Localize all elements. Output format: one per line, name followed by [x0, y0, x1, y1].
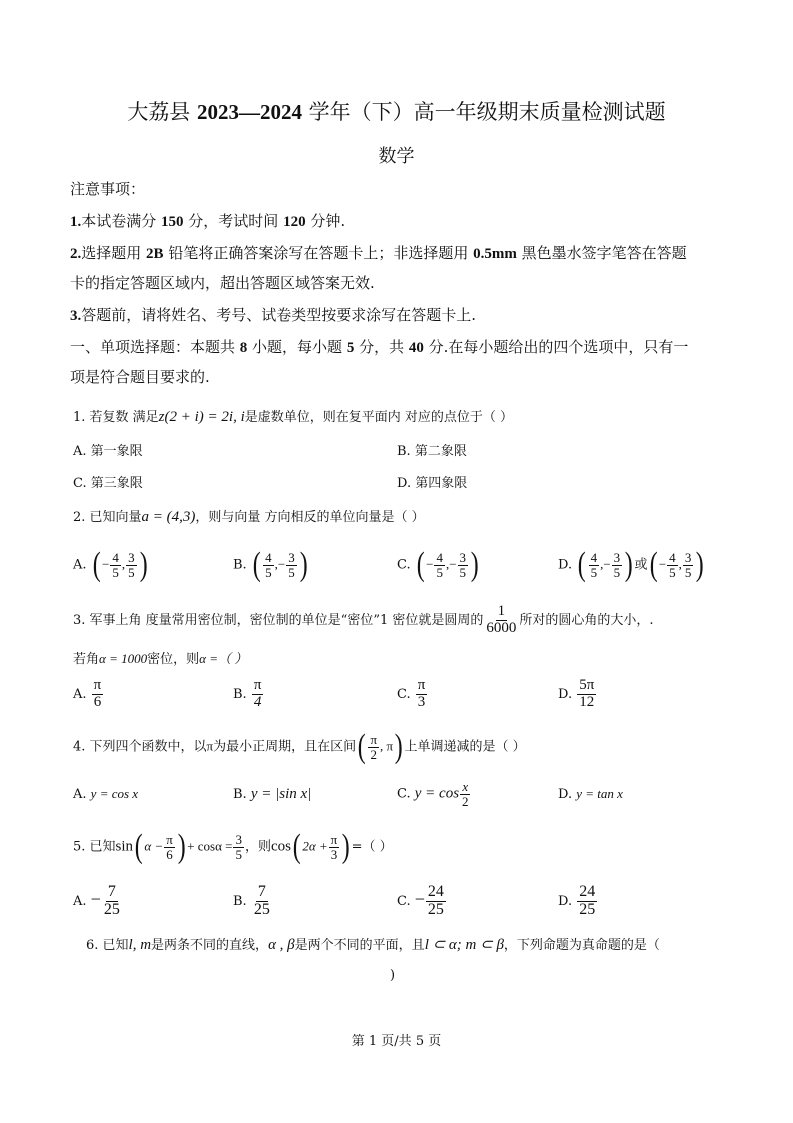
q4-interval-end: , π: [380, 738, 394, 754]
question-3-line-2: [73, 648, 247, 667]
comma: ,: [678, 556, 682, 572]
note-1-text-e: 分钟.: [305, 212, 346, 230]
minus-sign: −: [658, 556, 667, 572]
q3-option-a-label: A.: [73, 686, 87, 702]
q5-option-b[interactable]: [233, 884, 273, 919]
q6-planes: α , β: [268, 937, 295, 953]
note-3-text: 答题前，请将姓名、考号、试卷类型按要求涂写在答题卡上.: [81, 306, 477, 324]
note-2-text-e: 黑色墨水签字笔答在答题: [516, 244, 687, 262]
q2-text-b: ，则与向量 方向相反的单位向量是（ ）: [195, 510, 425, 525]
frac-den: 25: [103, 900, 120, 918]
q4-option-c-expr: y = cos: [414, 785, 460, 802]
minus-sign: −: [603, 556, 611, 572]
frac-num: 5π: [579, 677, 595, 693]
q5-option-a[interactable]: [73, 884, 123, 919]
q5-arg-1: α −: [144, 838, 164, 854]
question-3: [73, 604, 654, 637]
note-2-text-c: 铅笔将正确答案涂写在答题卡上；非选择题用: [163, 244, 474, 262]
title-year: 2023—2024: [197, 100, 302, 124]
q3-option-d-label: D.: [558, 686, 573, 702]
section-1-heading-line-2: 项是符合题目要求的.: [70, 368, 210, 386]
q1-option-a[interactable]: A. 第一象限: [73, 444, 143, 459]
q4-option-d[interactable]: [558, 786, 623, 802]
minus-sign: −: [102, 556, 110, 572]
minus-sign: −: [449, 556, 457, 572]
frac-num: 7: [107, 883, 116, 900]
question-6: [86, 934, 660, 954]
frac-den: 25: [579, 900, 596, 918]
q6-text-a: 6. 已知: [86, 938, 129, 953]
note-1-num: 1.: [70, 214, 82, 230]
frac-num: 4: [436, 549, 443, 565]
q4-option-a-label: A.: [73, 787, 87, 802]
q6-close-paren: ): [390, 968, 396, 983]
section-1-count: 8: [239, 340, 248, 356]
frac-den: 5: [613, 564, 621, 580]
q1-equation: z(2 + i) = 2i, i: [158, 409, 245, 425]
q3-alpha-value: α = 1000: [99, 651, 148, 666]
q3-option-d[interactable]: [558, 678, 597, 711]
frac-den: 6: [93, 693, 102, 710]
frac-den: 25: [427, 900, 444, 918]
q5-sin: sin: [115, 838, 134, 855]
section-1-text-a: 一、单项选择题：本题共: [70, 338, 240, 356]
note-2-pencil: 2B: [146, 246, 164, 262]
exam-title: [0, 96, 793, 126]
comma: ,: [274, 556, 278, 572]
frac-den: 5: [288, 564, 295, 580]
q4-text-a: 4. 下列四个函数中，以: [73, 739, 207, 755]
q1-option-b[interactable]: B. 第二象限: [397, 444, 467, 459]
q5-cos: cos: [270, 838, 291, 855]
frac-num: 4: [112, 549, 119, 565]
q2-option-b[interactable]: B. ( $\frac{4}{5}$ ,− $\frac{3}{5}$ ): [233, 546, 308, 583]
q6-text-d: ，下列命题为真命题的是（: [503, 938, 660, 953]
frac-num: 4: [265, 549, 272, 565]
frac-den: 5: [669, 564, 676, 580]
frac-den: 4: [253, 693, 262, 710]
frac-den: 6: [166, 846, 173, 862]
section-1-points: 5: [346, 340, 355, 356]
note-1-text-a: 本试卷满分: [81, 212, 162, 230]
q4-pi: π: [206, 738, 214, 754]
frac-den: 5: [235, 846, 242, 862]
q4-option-d-expr: y = tan x: [576, 786, 623, 801]
frac-num: x: [462, 779, 469, 794]
exam-subject: 数学: [378, 146, 415, 167]
note-1-minutes: 120: [283, 214, 306, 230]
frac-num: π: [166, 831, 173, 847]
note-1-score: 150: [161, 214, 184, 230]
frac-den: 12: [579, 693, 595, 710]
q2-option-a[interactable]: A. ( − $\frac{4}{5}$ , $\frac{3}{5}$ ): [73, 546, 148, 583]
question-2: [73, 506, 425, 526]
note-2-pen-size: 0.5mm: [473, 246, 517, 262]
note-3: [70, 304, 476, 325]
minus-sign: −: [414, 888, 425, 909]
q2-option-a-label: A.: [73, 557, 87, 573]
notes-heading: 注意事项：: [70, 180, 146, 198]
frac-num: π: [253, 677, 262, 693]
q3-text-d: 密位，则: [147, 652, 200, 667]
q4-option-b-label: B.: [233, 787, 247, 802]
frac-den: 5: [128, 564, 135, 580]
section-1-heading: [70, 336, 688, 357]
frac-den: 2: [462, 793, 469, 809]
note-2: [70, 242, 687, 263]
q2-option-d[interactable]: D. ( $\frac{4}{5}$ ,− $\frac{3}{5}$ ) 或( − $\frac{4}{5}$ , $\frac{3}{5}$ ): [558, 546, 705, 583]
frac-den: 5: [112, 564, 119, 580]
q4-option-a[interactable]: [73, 786, 138, 802]
q1-option-c[interactable]: C. 第三象限: [73, 476, 143, 491]
q2-option-c[interactable]: C. ( − $\frac{4}{5}$ ,− $\frac{3}{5}$ ): [397, 546, 479, 583]
q3-option-b-label: B.: [233, 686, 247, 702]
question-5: 5. 已知sin( α − $\frac{\pi}{6}$ ) + cosα = $\frac{3}{5}$ ，则cos( 2α + $\frac{\pi}{3}$ ) =（ ）: [73, 828, 393, 865]
q5-option-c-label: C.: [397, 893, 411, 909]
question-4: 4. 下列四个函数中，以π为最小正周期，且在区间( $\frac{\pi}{2}$ , π) 上单调递减的是（ ）: [73, 728, 526, 765]
frac-num: 3: [288, 549, 295, 565]
frac-num: π: [93, 677, 102, 693]
q5-text-b: ，则: [244, 839, 271, 855]
q4-text-c: 上单调递减的是（ ）: [404, 739, 526, 755]
frac-num: π: [370, 731, 378, 747]
q3-text-b: 所对的圆心角的大小，.: [519, 612, 654, 628]
frac-num: π: [417, 677, 426, 693]
frac-num: π: [330, 831, 338, 847]
title-part-3: 学年（下）高一年级期末质量检测试题: [302, 100, 666, 124]
title-part-1: 大荔县: [127, 100, 197, 124]
section-1-text-e: 分，共: [354, 338, 409, 356]
page-footer: 第 1 页/共 5 页: [351, 1034, 442, 1049]
q5-option-a-label: A.: [73, 893, 87, 909]
frac-num: 24: [579, 883, 596, 900]
frac-num: 4: [669, 549, 676, 565]
q4-option-c-label: C.: [397, 786, 411, 802]
frac-num: 3: [684, 549, 692, 565]
q2-vector: a = (4,3): [141, 509, 196, 525]
minus-sign: −: [277, 556, 286, 572]
q4-option-b-expr: y = |sin x|: [250, 786, 312, 802]
q6-lines: l, m: [128, 937, 152, 953]
q1-text-a: 1. 若复数 满足: [73, 410, 159, 425]
frac-den: 3: [330, 846, 338, 862]
q4-option-d-label: D.: [558, 787, 573, 802]
minus-sign: −: [426, 556, 434, 572]
q4-text-b: 为最小正周期，且在区间: [213, 739, 357, 755]
frac-den: 2: [370, 746, 377, 762]
frac-den: 25: [253, 900, 270, 918]
q3-option-c[interactable]: [397, 678, 428, 711]
q2-option-b-label: B.: [233, 557, 247, 573]
q3-text-c: 若角: [73, 652, 100, 667]
q4-option-a-expr: y = cos x: [90, 786, 139, 801]
q6-text-c: 是两个不同的平面，且: [294, 938, 425, 953]
q2-option-c-label: C.: [397, 557, 411, 573]
note-2-num: 2.: [70, 246, 82, 262]
minus-sign: −: [90, 888, 101, 909]
note-2-line-2: 卡的指定答题区域内，超出答题区域答案无效.: [70, 274, 375, 292]
q5-option-d-label: D.: [558, 893, 573, 909]
frac-den: 3: [417, 693, 426, 710]
frac-den: 5: [436, 564, 443, 580]
q3-option-b[interactable]: [233, 678, 264, 711]
frac-num: 3: [235, 831, 242, 847]
q3-option-a[interactable]: [73, 678, 104, 711]
frac-num: 24: [427, 883, 444, 900]
q5-text-c: =（ ）: [351, 839, 393, 855]
frac-den: 5: [459, 564, 467, 580]
q2-text-a: 2. 已知向量: [73, 510, 142, 525]
q2-option-d-label: D.: [558, 557, 573, 573]
q5-option-c[interactable]: [397, 884, 447, 919]
section-1-total: 40: [408, 340, 424, 356]
q6-text-b: 是两条不同的直线，: [151, 938, 269, 953]
question-1: [73, 406, 513, 426]
note-1: [70, 210, 345, 231]
q5-text-a: 5. 已知: [73, 839, 116, 855]
q4-option-b[interactable]: [233, 786, 311, 803]
q1-option-d[interactable]: D. 第四象限: [397, 476, 468, 491]
q3-text-a: 3. 军事上角 度量常用密位制，密位制的单位是“密位”1 密位就是圆周的: [73, 612, 484, 628]
q6-condition: l ⊂ α; m ⊂ β: [424, 937, 504, 953]
comma: ,: [445, 556, 450, 572]
frac-den: 5: [265, 564, 272, 580]
q3-option-c-label: C.: [397, 686, 411, 702]
note-3-num: 3.: [70, 308, 82, 324]
frac-num: 3: [128, 549, 135, 565]
q5-option-b-label: B.: [233, 893, 247, 909]
frac-den: 5: [590, 564, 598, 580]
note-2-text-a: 选择题用: [81, 244, 147, 262]
section-1-text-g: 分.在每小题给出的四个选项中，只有一: [423, 338, 689, 356]
q5-plus-cos: + cosα =: [187, 838, 233, 854]
section-1-text-c: 小题，每小题: [247, 338, 347, 356]
q3-frac-num: 1: [497, 603, 506, 619]
q1-text-b: 是虚数单位，则在复平面内 对应的点位于（ ）: [244, 410, 514, 425]
comma: ,: [600, 556, 604, 572]
q3-text-e: α =（ ）: [199, 651, 248, 666]
frac-den: 5: [684, 564, 692, 580]
frac-num: 7: [257, 883, 266, 900]
frac-num: 3: [613, 549, 621, 565]
q5-arg-2: 2α +: [302, 838, 328, 854]
or-text: 或: [634, 557, 648, 573]
note-1-text-c: 分，考试时间: [183, 212, 284, 230]
q4-option-c[interactable]: [397, 780, 472, 808]
q3-frac-den: 6000: [486, 619, 517, 636]
q5-option-d[interactable]: [558, 884, 598, 919]
frac-num: 4: [590, 549, 598, 565]
comma: ,: [121, 556, 126, 572]
frac-num: 3: [459, 549, 467, 565]
